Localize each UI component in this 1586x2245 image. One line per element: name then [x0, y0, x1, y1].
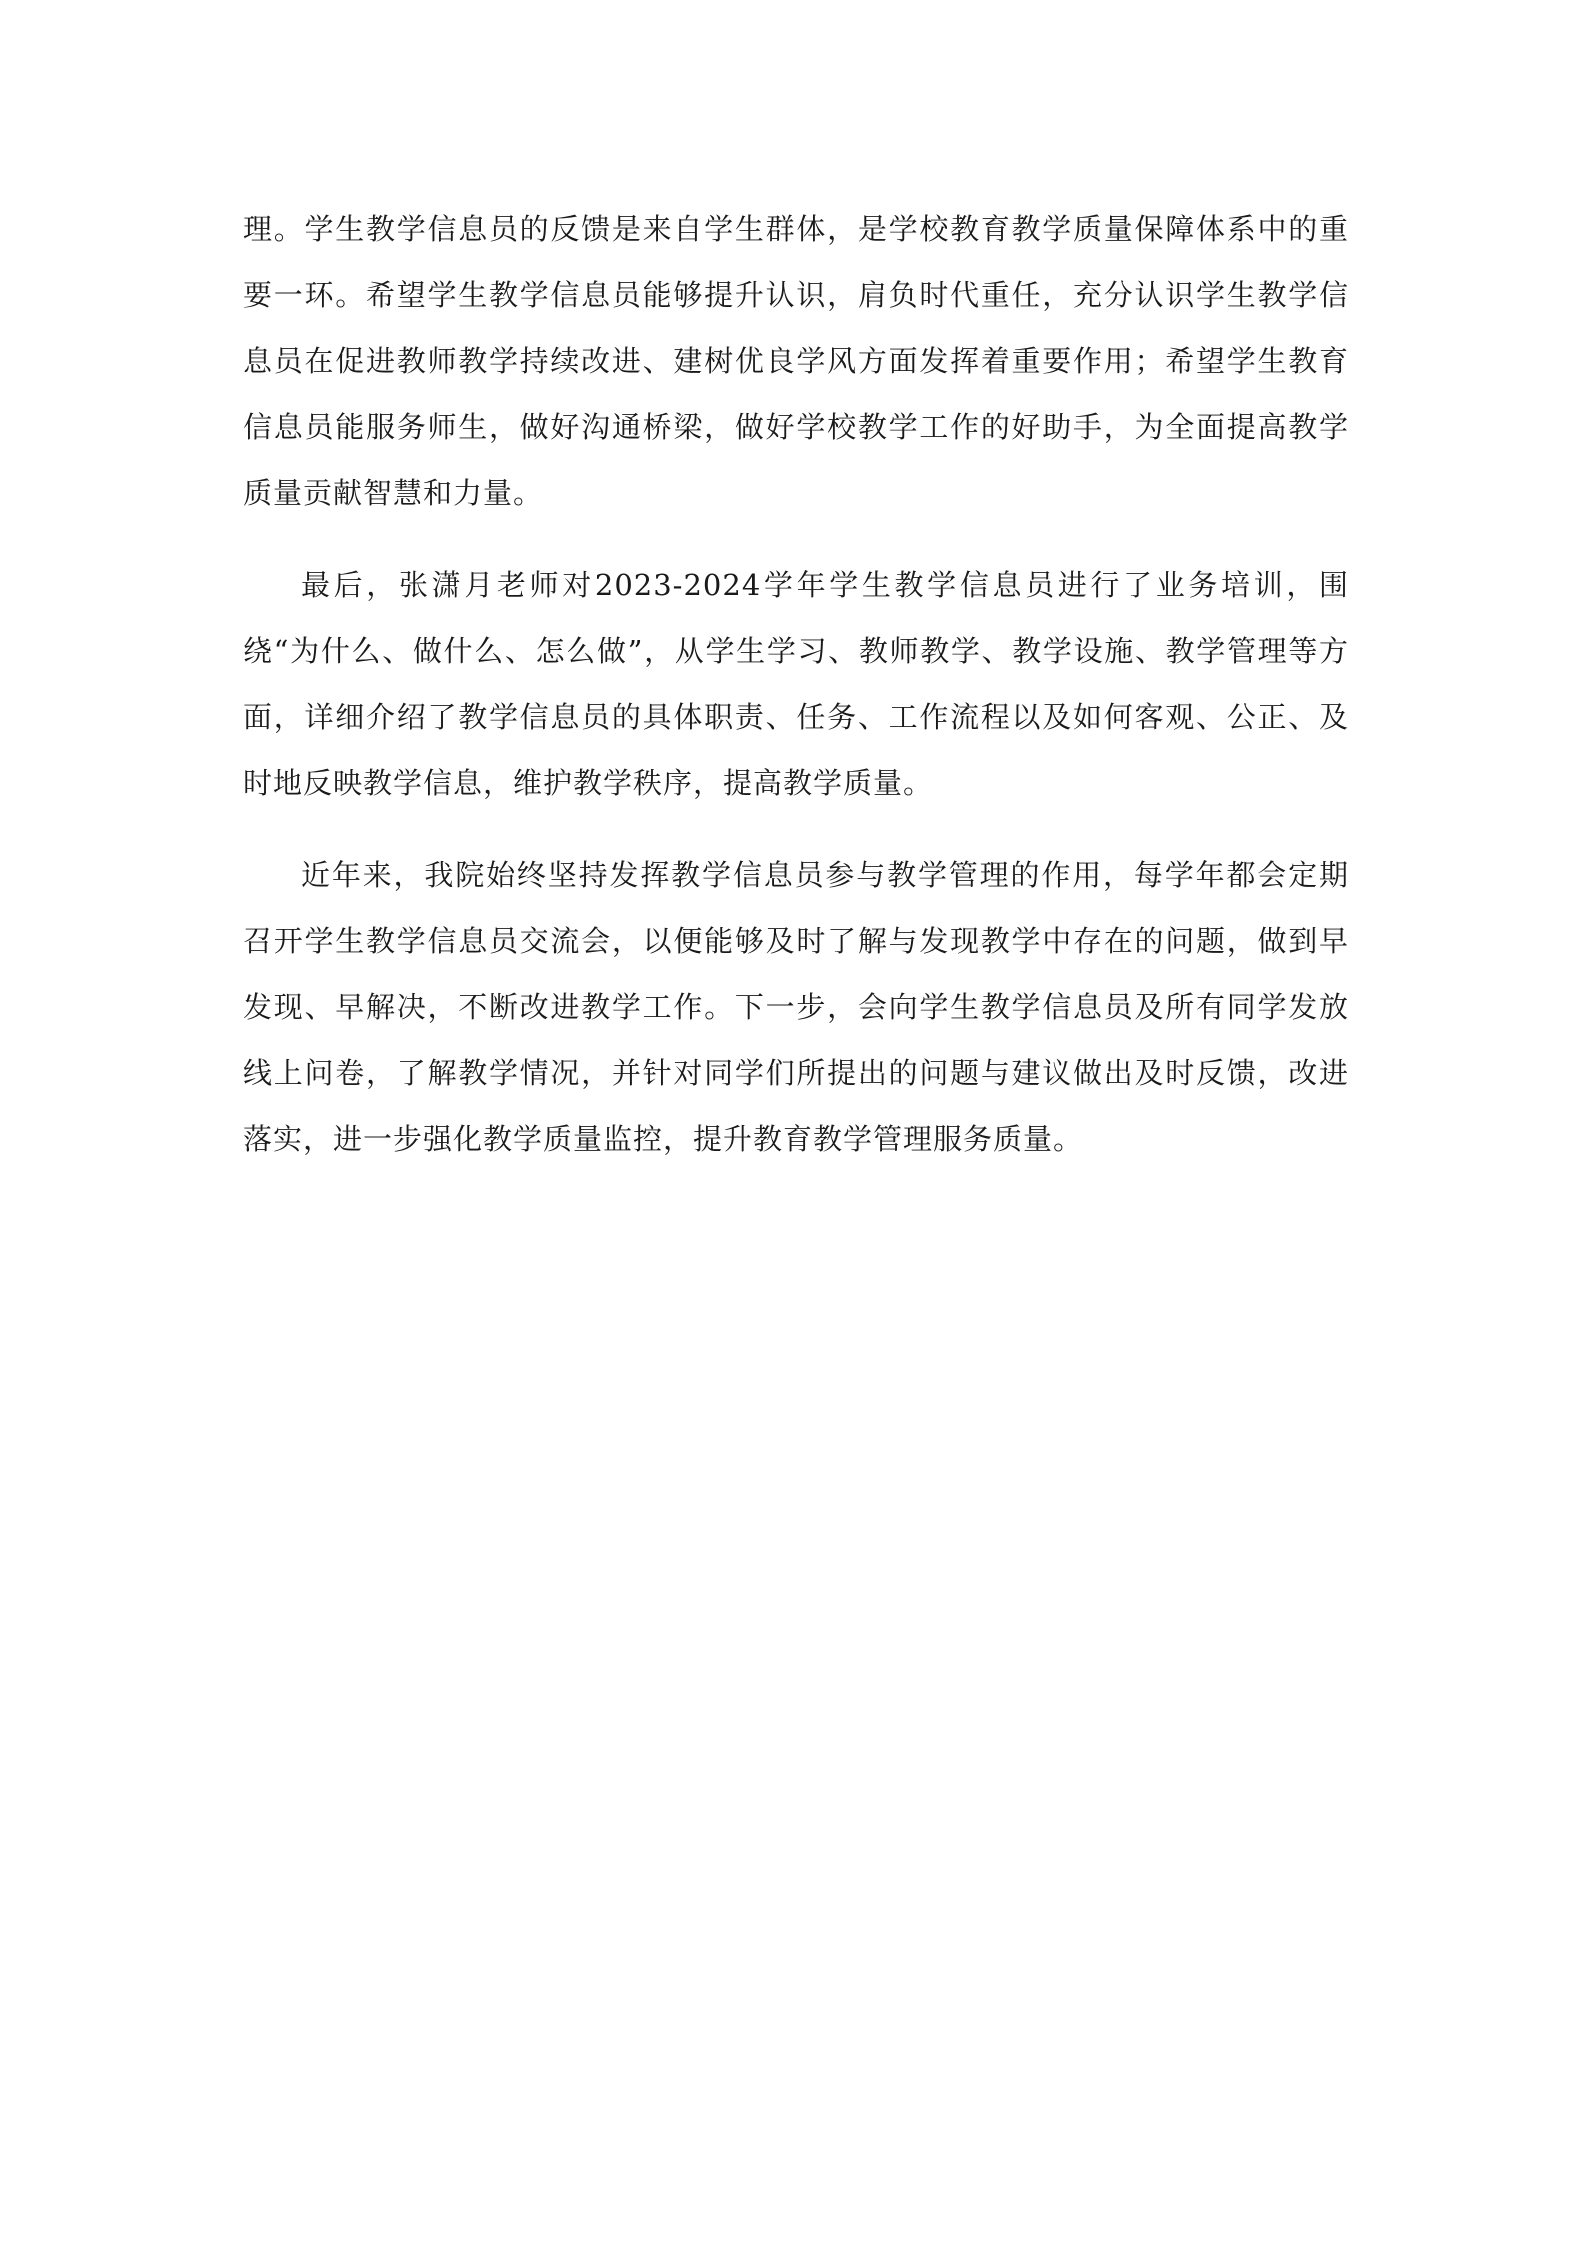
- paragraph-training: 最后，张潇月老师对2023-2024学年学生教学信息员进行了业务培训，围绕“为什么、做什么、怎么做”，从学生学习、教师教学、教学设施、教学管理等方面，详细介绍了教学信息员的具体职责、任务、工作流程以及如何客观、公正、及时地反映教学信息，维护教学秩序，提高教学质量。: [243, 568, 1349, 800]
- paragraph-continuation: 理。学生教学信息员的反馈是来自学生群体，是学校教育教学质量保障体系中的重要一环。希望学生教学信息员能够提升认识，肩负时代重任，充分认识学生教学信息员在促进教师教学持续改进、建树优良学风方面发挥着重要作用；希望学生教育信息员能服务师生，做好沟通桥梁，做好学校教学工作的好助手，为全面提高教学质量贡献智慧和力量。: [243, 212, 1349, 510]
- document-body: [243, 196, 1349, 1198]
- paragraph-next-steps: 近年来，我院始终坚持发挥教学信息员参与教学管理的作用，每学年都会定期召开学生教学信息员交流会，以便能够及时了解与发现教学中存在的问题，做到早发现、早解决，不断改进教学工作。下一步，会向学生教学信息员及所有同学发放线上问卷，了解教学情况，并针对同学们所提出的问题与建议做出及时反馈，改进落实，进一步强化教学质量监控，提升教育教学管理服务质量。: [243, 858, 1349, 1156]
